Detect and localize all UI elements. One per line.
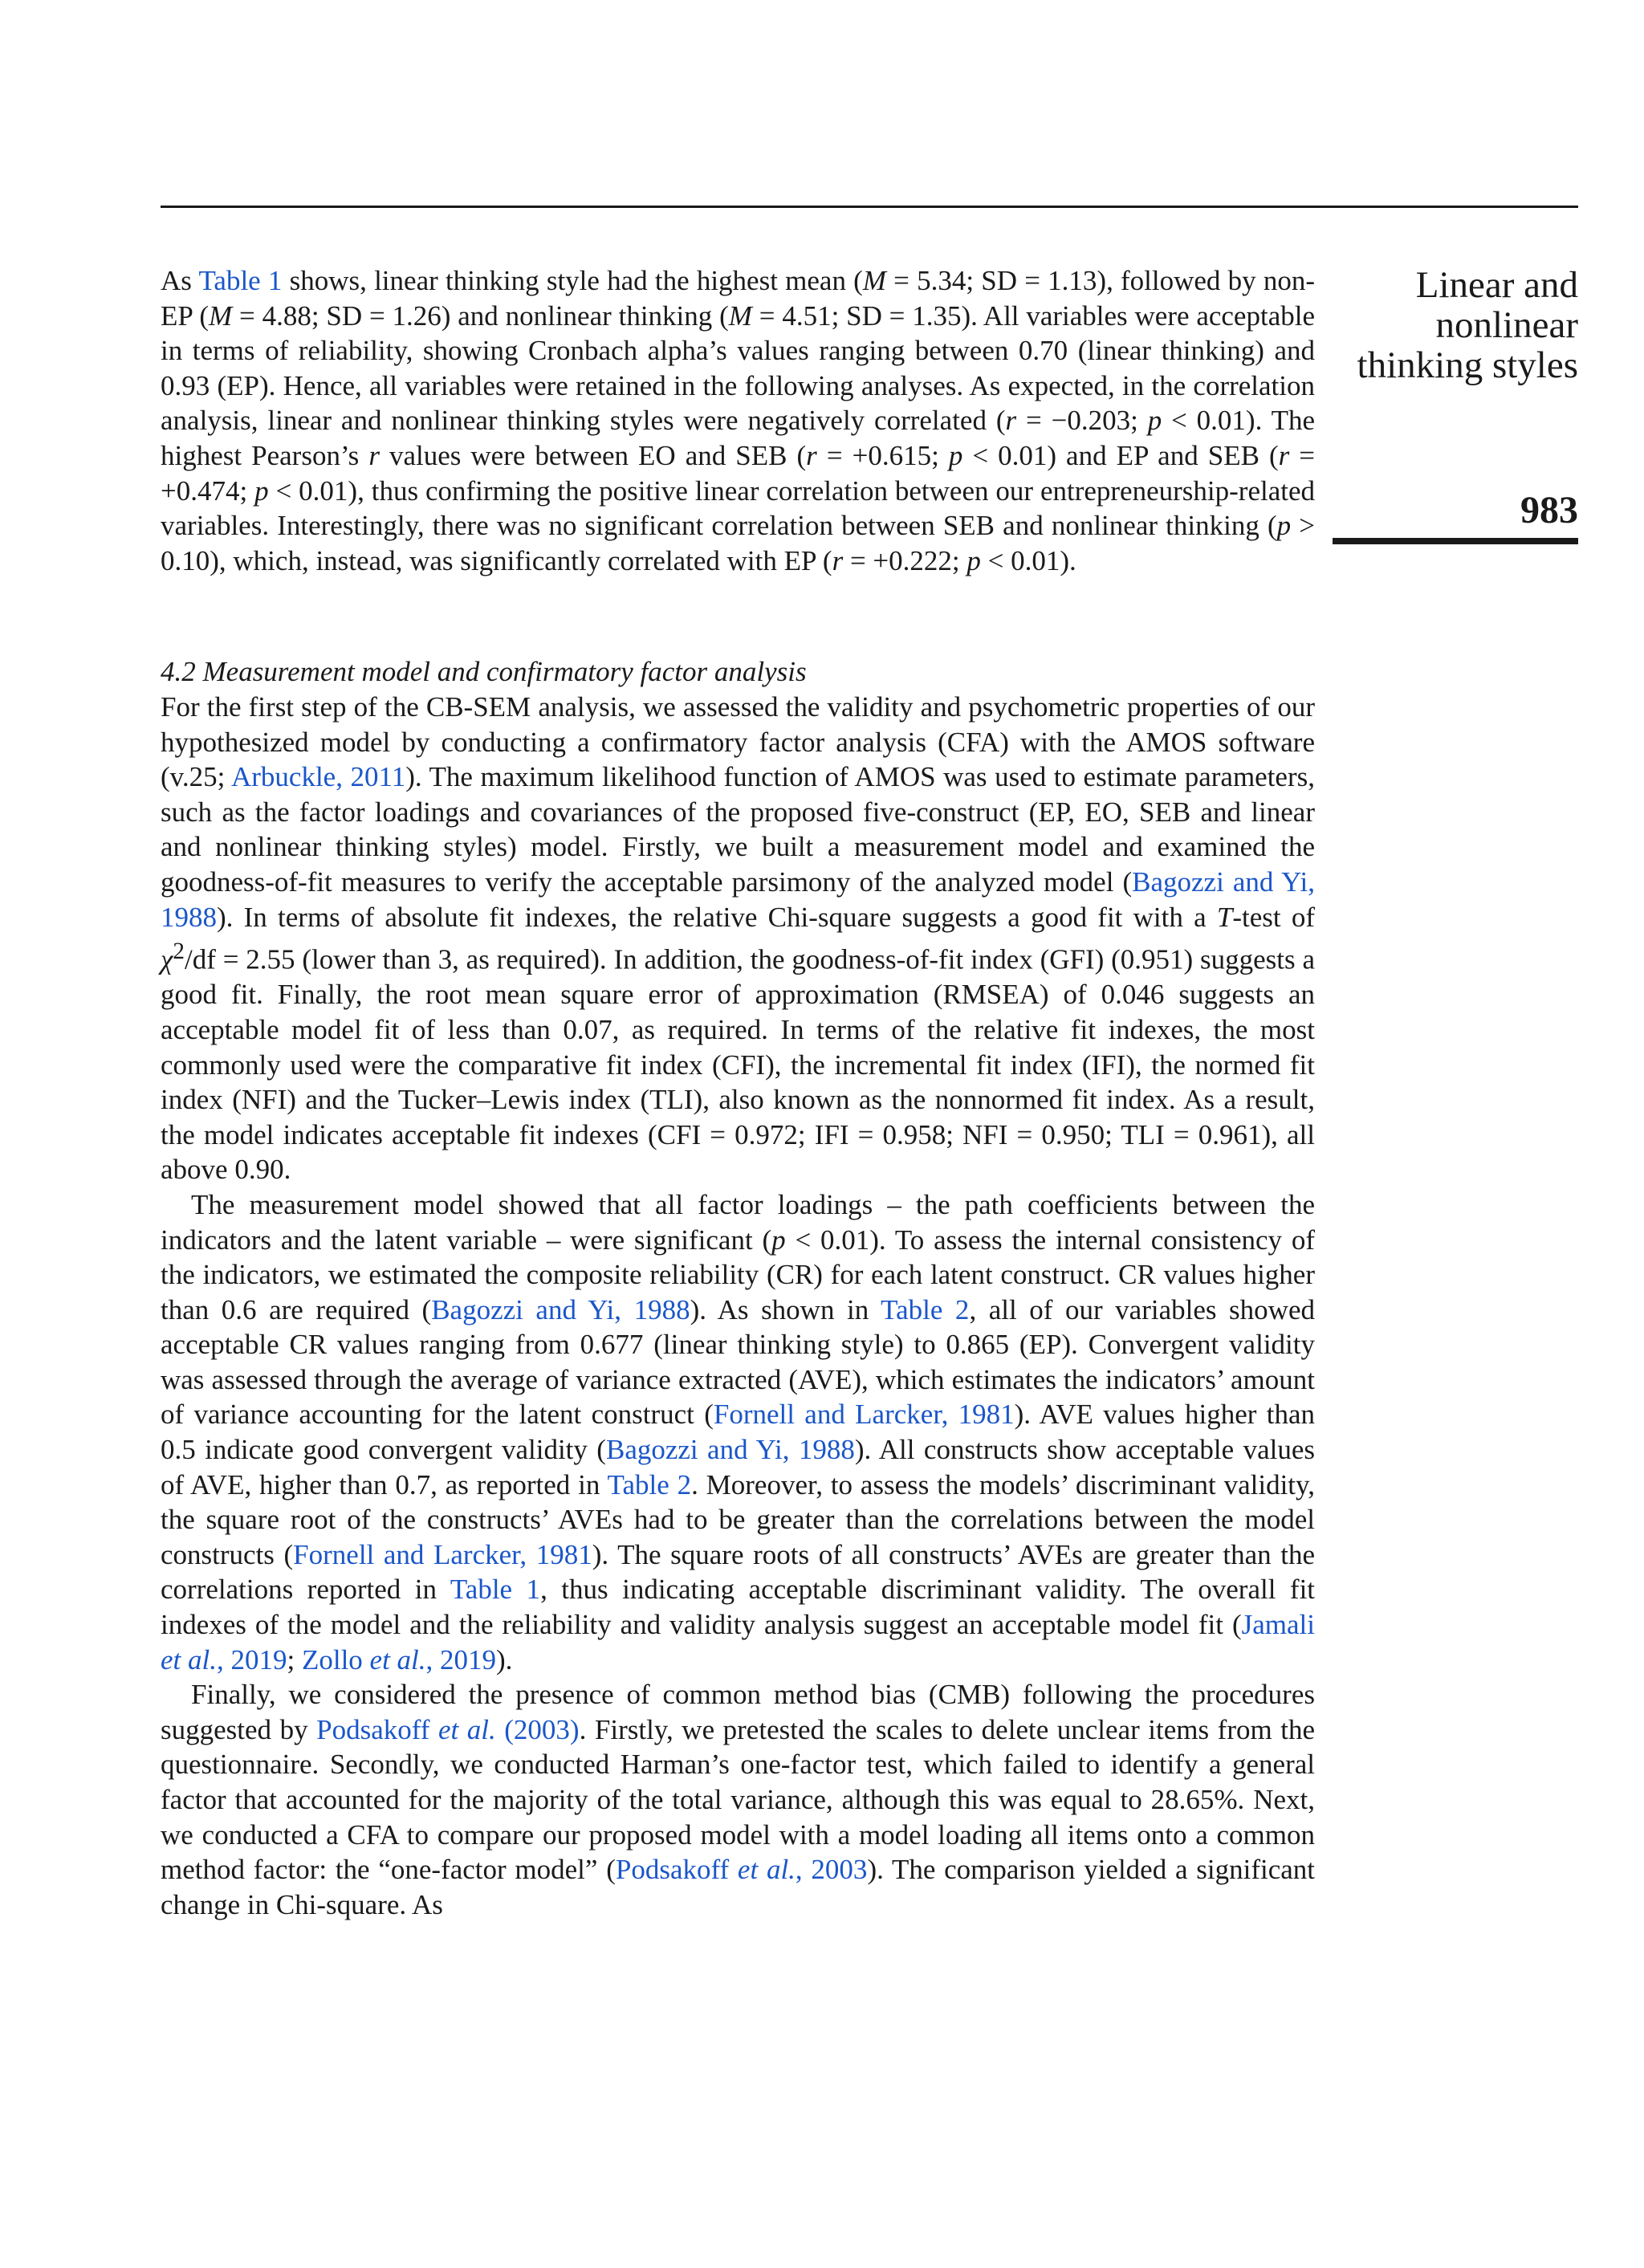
table-1-link[interactable]: Table 1 [450, 1574, 541, 1606]
running-title [1333, 265, 1578, 385]
paragraph-common-method-bias: Finally, we considered the presence of common method bias (CMB) following the procedures suggested by Podsakoff et al. (2003). Firstly, we pretested the scales to delete unclear items from the questionnaire. Secondly, we conducted Harman’s one-factor test, which failed to identify a general factor that accounted for the majority of the total variance, although this was equal to 28.65%. Next, we conducted a CFA to compare our proposed model with a model loading all items onto a common method factor: the “one-factor model” (Podsakoff et al., 2003). The comparison yielded a significant change in Chi-square. As [161, 1679, 1315, 1920]
running-title-line-3: thinking styles [1357, 344, 1578, 386]
bagozzi-yi-1988-link[interactable]: Bagozzi and Yi, 1988 [605, 1434, 855, 1466]
page-number: 983 [1520, 489, 1578, 531]
running-title-line-2: nonlinear [1435, 304, 1578, 346]
bagozzi-yi-1988-link[interactable]: Bagozzi and Yi, 1988 [431, 1293, 690, 1325]
header-rule [161, 206, 1578, 208]
table-1-link[interactable]: Table 1 [198, 265, 283, 296]
podsakoff-2003-link[interactable]: Podsakoff et al., 2003 [615, 1854, 868, 1886]
jamali-2019-link[interactable]: Jamali et al., 2019 [161, 1609, 1315, 1676]
fornell-larcker-1981-link[interactable]: Fornell and Larcker, 1981 [713, 1399, 1015, 1431]
zollo-2019-link[interactable]: Zollo et al., 2019 [301, 1643, 497, 1676]
podsakoff-2003-link[interactable]: Podsakoff et al. (2003) [316, 1713, 580, 1745]
table-2-link[interactable]: Table 2 [607, 1468, 692, 1500]
running-title-line-1: Linear and [1415, 264, 1578, 306]
paragraph-measurement-model: The measurement model showed that all factor loadings – the path coefficients between the indicators and the latent variable – were significant (p < 0.01). To assess the internal consistency of the indicators, we estimated the composite reliability (CR) for each latent construct. CR values higher than 0.6 are required (Bagozzi and Yi, 1988). As shown in Table 2, all of our variables showed acceptable CR values ranging from 0.677 (linear thinking style) to 0.865 (EP). Convergent validity was assessed through the average of variance extracted (AVE), which estimates the indicators’ amount of variance accounting for the latent construct (Fornell and Larcker, 1981). AVE values higher than 0.5 indicate good convergent validity (Bagozzi and Yi, 1988). All constructs show acceptable values of AVE, higher than 0.7, as reported in Table 2. Moreover, to assess the models’ discriminant validity, the square root of the constructs’ AVEs had to be greater than the correlations between the model constructs (Fornell and Larcker, 1981). The square roots of all constructs’ AVEs are greater than the correlations reported in Table 1, thus indicating acceptable discriminant validity. The overall fit indexes of the model and the reliability and validity analysis suggest an acceptable model fit (Jamali et al., 2019; Zollo et al., 2019). [161, 1188, 1316, 1676]
section-heading: 4.2 Measurement model and confirmatory factor analysis [161, 656, 807, 688]
table-2-link[interactable]: Table 2 [881, 1293, 970, 1325]
bagozzi-yi-1988-link[interactable]: Bagozzi and Yi, 1988 [161, 865, 1315, 933]
paragraph-results-summary: As Table 1 shows, linear thinking style had the highest mean (M = 5.34; SD = 1.13), followed by non-EP (M = 4.88; SD = 1.26) and nonlinear thinking (M = 4.51; SD = 1.35). All variables were acceptable in terms of reliability, showing Cronbach alpha’s values ranging between 0.70 (linear thinking) and 0.93 (EP). Hence, all variables were retained in the following analyses. As expected, in the correlation analysis, linear and nonlinear thinking styles were negatively correlated (r = −0.203; p < 0.01). The highest Pearson’s r values were between EO and SEB (r = +0.615; p < 0.01) and EP and SEB (r = +0.474; p < 0.01), thus confirming the positive linear correlation between our entrepreneurship-related variables. Interestingly, there was no significant correlation between SEB and nonlinear thinking (p > 0.10), which, instead, was significantly correlated with EP (r = +0.222; p < 0.01). [161, 265, 1315, 576]
arbuckle-2011-link[interactable]: Arbuckle, 2011 [230, 761, 406, 793]
paragraph-cfa: For the first step of the CB-SEM analysis, we assessed the validity and psychometric properties of our hypothesized model by conducting a confirmatory factor analysis (CFA) with the AMOS software (v.25; Arbuckle, 2011). The maximum likelihood function of AMOS was used to estimate parameters, such as the factor loadings and covariances of the proposed five-construct (EP, EO, SEB and linear and nonlinear thinking styles) model. Firstly, we built a measurement model and examined the goodness-of-fit measures to verify the acceptable parsimony of the analyzed model (Bagozzi and Yi, 1988). In terms of absolute fit indexes, the relative Chi-square suggests a good fit with a T-test of $\chi^2/df = 2.55$ (lower than 3, as required). In addition, the goodness-of-fit index (GFI) (0.951) suggests a good fit. Finally, the root mean square error of approximation (RMSEA) of 0.046 suggests an acceptable model fit of less than 0.07, as required. In terms of the relative fit indexes, the most commonly used were the comparative fit index (CFI), the incremental fit index (IFI), the normed fit index (NFI) and the Tucker–Lewis index (TLI), also known as the nonnormed fit index. As a result, the model indicates acceptable fit indexes (CFI = 0.972; IFI = 0.958; NFI = 0.950; TLI = 0.961), all above 0.90. [161, 690, 1315, 1186]
fornell-larcker-1981-link[interactable]: Fornell and Larcker, 1981 [293, 1538, 592, 1570]
page-number-rule [1333, 538, 1578, 544]
main-text [161, 263, 1315, 1922]
